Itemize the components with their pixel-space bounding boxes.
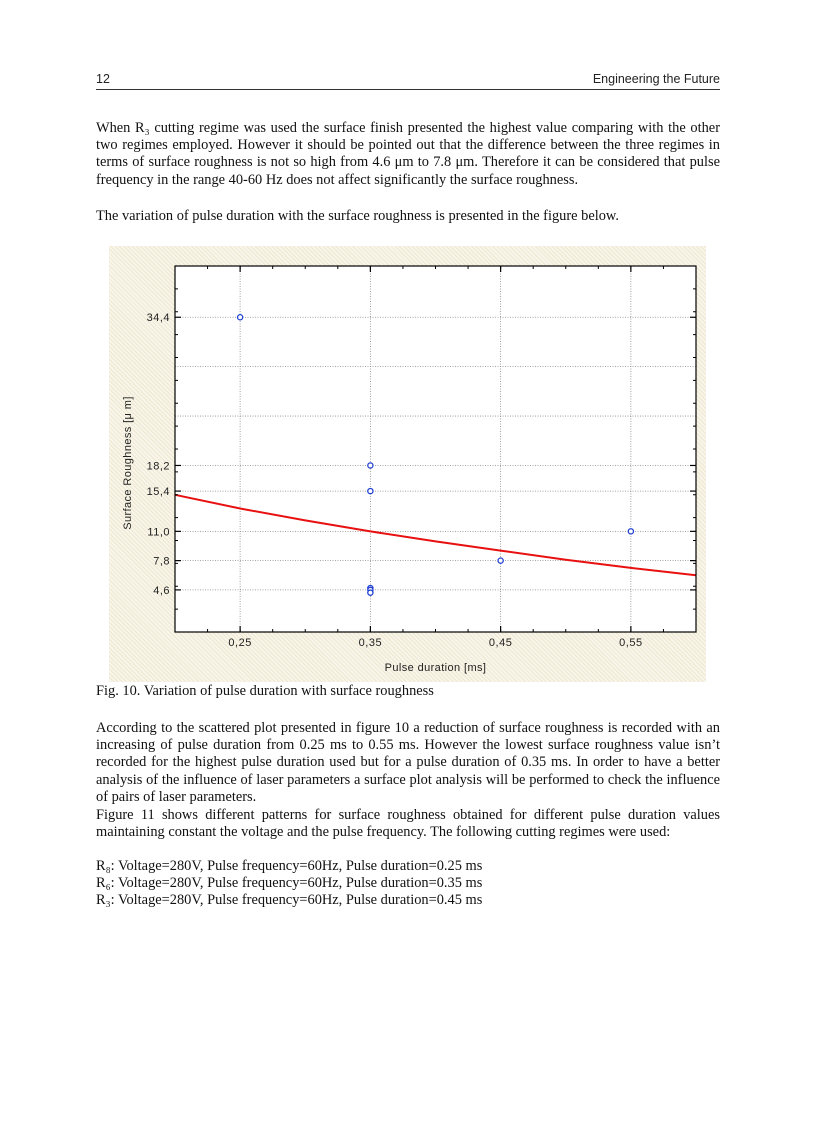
data-point [368,488,373,493]
data-point [368,463,373,468]
y-tick-label: 15,4 [146,486,170,499]
running-header [96,72,720,90]
x-tick-label: 0,55 [619,637,643,649]
y-tick-label: 4,6 [153,584,170,597]
regime-r6: R₆: Voltage=280V, Pulse frequency=60Hz, Pulse duration=0.35 ms [96,875,483,891]
data-point [368,590,373,595]
x-axis-title: Pulse duration [ms] [384,662,487,674]
y-tick-label: 11,0 [147,526,170,539]
regime-r8: R₈: Voltage=280V, Pulse frequency=60Hz, Pulse duration=0.25 ms [96,858,483,874]
data-point [628,529,633,534]
figure-caption: Fig. 10. Variation of pulse duration with surface roughness [96,683,434,699]
book-title: Engineering the Future [592,72,720,86]
paragraph-1: When R₃ cutting regime was used the surface finish presented the highest value comparing with the other two regimes employed. However it should be pointed out that the difference between the three regimes in terms of surface roughness is not so high from 4.6 μm to 7.8 μm. Therefore it can be considered that pulse frequency in the range 40-60 Hz does not affect significantly the surface roughness. [96,120,720,188]
y-tick-label: 18,2 [146,460,170,473]
page-number: 12 [96,72,110,86]
x-tick-label: 0,45 [488,637,513,649]
header-rule [96,89,720,90]
data-point [498,558,503,563]
paragraph-4: Figure 11 shows different patterns for surface roughness obtained for different pulse duration values maintaining constant the voltage and the pulse frequency. The following cutting regimes were used: [96,807,720,841]
figure-10 [109,246,706,682]
plot-area [175,266,696,632]
paragraph-2: The variation of pulse duration with the surface roughness is presented in the figure below. [96,208,619,224]
scatter-chart [109,246,706,682]
paragraph-3: According to the scattered plot presented in figure 10 a reduction of surface roughness is recorded with an increasing of pulse duration from 0.25 ms to 0.55 ms. However the lowest surface roughness value isn’t recorded for the highest pulse duration used but for a pulse duration of 0.35 ms. In order to have a better analysis of the influence of laser parameters a surface plot analysis will be performed to check the influence of pairs of laser parameters. [96,720,720,805]
y-tick-label: 7,8 [153,555,170,568]
y-axis-title: Surface Roughness [μ m] [122,396,134,530]
x-tick-label: 0,25 [228,637,252,649]
x-tick-label: 0,35 [358,637,383,649]
data-point [238,315,243,320]
regime-r3: R₃: Voltage=280V, Pulse frequency=60Hz, Pulse duration=0.45 ms [96,892,483,908]
y-tick-label: 34,4 [146,312,170,325]
